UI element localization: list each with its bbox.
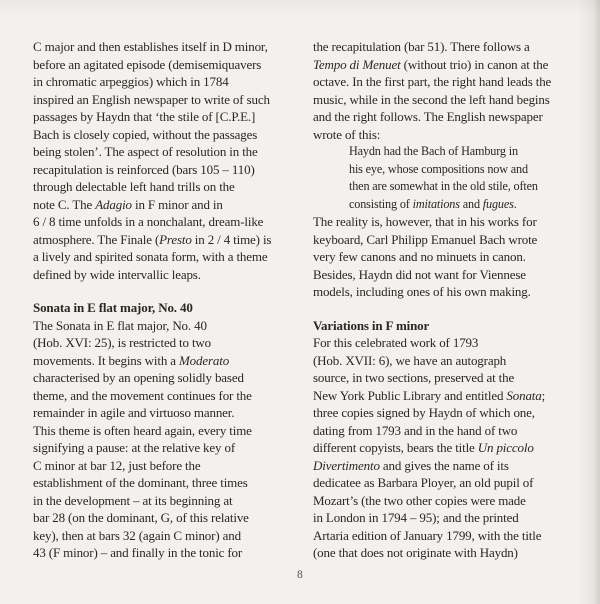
text-line: octave. In the first part, the right hand leads the (313, 74, 552, 89)
text-line: consisting of imitations and fugues. (349, 196, 517, 211)
text-line: This theme is often heard again, every time (33, 422, 252, 438)
text-line: 43 (F minor) – and finally in the tonic for (33, 545, 243, 560)
paragraph (313, 213, 595, 301)
text-line: through delectable left hand trills on the (33, 179, 235, 194)
text-line: dedicatee as Barbara Ployer, an old pupil of (313, 475, 534, 490)
paragraph (33, 38, 315, 283)
text-line: Besides, Haydn did not want for Viennese (313, 266, 526, 282)
paragraph (313, 334, 595, 562)
page-number: 8 (296, 569, 304, 581)
text-line: 6 / 8 time unfolds in a nonchalant, dream-like (33, 214, 264, 229)
text-line: Bach is closely copied, without the passages (33, 126, 258, 142)
text-line: wrote of this: (313, 126, 381, 142)
text-line: For this celebrated work of 1793 (313, 335, 479, 350)
text-line: (one that does not originate with Haydn) (313, 545, 518, 560)
text-line: establishment of the dominant, three times (33, 475, 248, 490)
text-line: recapitulation is reinforced (bars 105 – 110) (33, 161, 255, 177)
text-line: his eye, whose compositions now and (349, 161, 528, 176)
text-line: characterised by an opening solidly based (33, 370, 244, 385)
text-line: Artaria edition of January 1799, with the title (313, 527, 542, 543)
text-line: dating from 1793 and in the hand of two (313, 422, 518, 438)
text-line: models, including ones of his own making. (313, 284, 531, 299)
text-line: Haydn had the Bach of Hamburg in (349, 144, 518, 158)
text-line: New York Public Library and entitled Sonata; (313, 387, 546, 403)
text-line: very few canons and no minuets in canon. (313, 249, 526, 264)
text-line: in chromatic arpeggios) which in 1784 (33, 74, 229, 89)
text-line: different copyists, bears the title Un piccolo (313, 440, 534, 455)
text-line: before an agitated episode (demisemiquavers (33, 56, 262, 72)
text-line: Divertimento and gives the name of its (313, 457, 509, 473)
text-column-right (313, 38, 595, 562)
text-line: passages by Haydn that ‘the stile of [C.P.E.] (33, 109, 256, 124)
text-line: (Hob. XVII: 6), we have an autograph (313, 352, 507, 368)
text-line: C major and then establishes itself in D minor, (33, 39, 268, 54)
text-line: keyboard, Carl Philipp Emanuel Bach wrote (313, 231, 538, 247)
text-line: movements. It begins with a Moderato (33, 352, 230, 368)
text-line: music, while in the second the left hand begins (313, 91, 550, 107)
text-line: bar 28 (on the dominant, G, of this relative (33, 510, 249, 525)
text-line: note C. The Adagio in F minor and in (33, 196, 223, 212)
text-line: remainder in agile and virtuoso manner. (33, 405, 235, 420)
text-line: key), then at bars 32 (again C minor) and (33, 527, 241, 543)
text-line: atmosphere. The Finale (Presto in 2 / 4 time) is (33, 231, 272, 247)
text-line: in London in 1794 – 95); and the printed (313, 510, 519, 525)
section-heading: Sonata in E flat major, No. 40 (33, 300, 193, 315)
text-line: then are somewhat in the old stile, often (349, 179, 538, 193)
text-line: (Hob. XVI: 25), is restricted to two (33, 335, 212, 350)
text-line: and the right follows. The English newspaper (313, 109, 543, 124)
text-line: theme, and the movement continues for the (33, 387, 252, 403)
paragraph (313, 38, 595, 143)
text-line: three copies signed by Haydn of which one, (313, 405, 535, 420)
text-line: C minor at bar 12, just before the (33, 457, 201, 473)
text-line: source, in two sections, preserved at the (313, 370, 515, 385)
text-line: defined by wide intervallic leaps. (33, 266, 201, 282)
block-quote (313, 143, 595, 213)
text-line: Tempo di Menuet (without trio) in canon at the (313, 56, 549, 72)
text-line: a lively and spirited sonata form, with a theme (33, 249, 268, 264)
text-line: signifying a pause: at the relative key of (33, 440, 235, 455)
text-column-left (33, 38, 315, 562)
text-line: The reality is, however, that in his works for (313, 214, 537, 229)
text-line: The Sonata in E flat major, No. 40 (33, 317, 207, 333)
text-line: Mozart’s (the two other copies were made (313, 492, 526, 508)
text-line: the recapitulation (bar 51). There follows a (313, 39, 530, 54)
paragraph (33, 317, 315, 562)
text-line: being stolen’. The aspect of resolution in the (33, 144, 258, 159)
text-line: inspired an English newspaper to write of such (33, 91, 270, 107)
text-line: in the development – at its beginning at (33, 492, 233, 508)
section-heading: Variations in F minor (313, 317, 430, 333)
